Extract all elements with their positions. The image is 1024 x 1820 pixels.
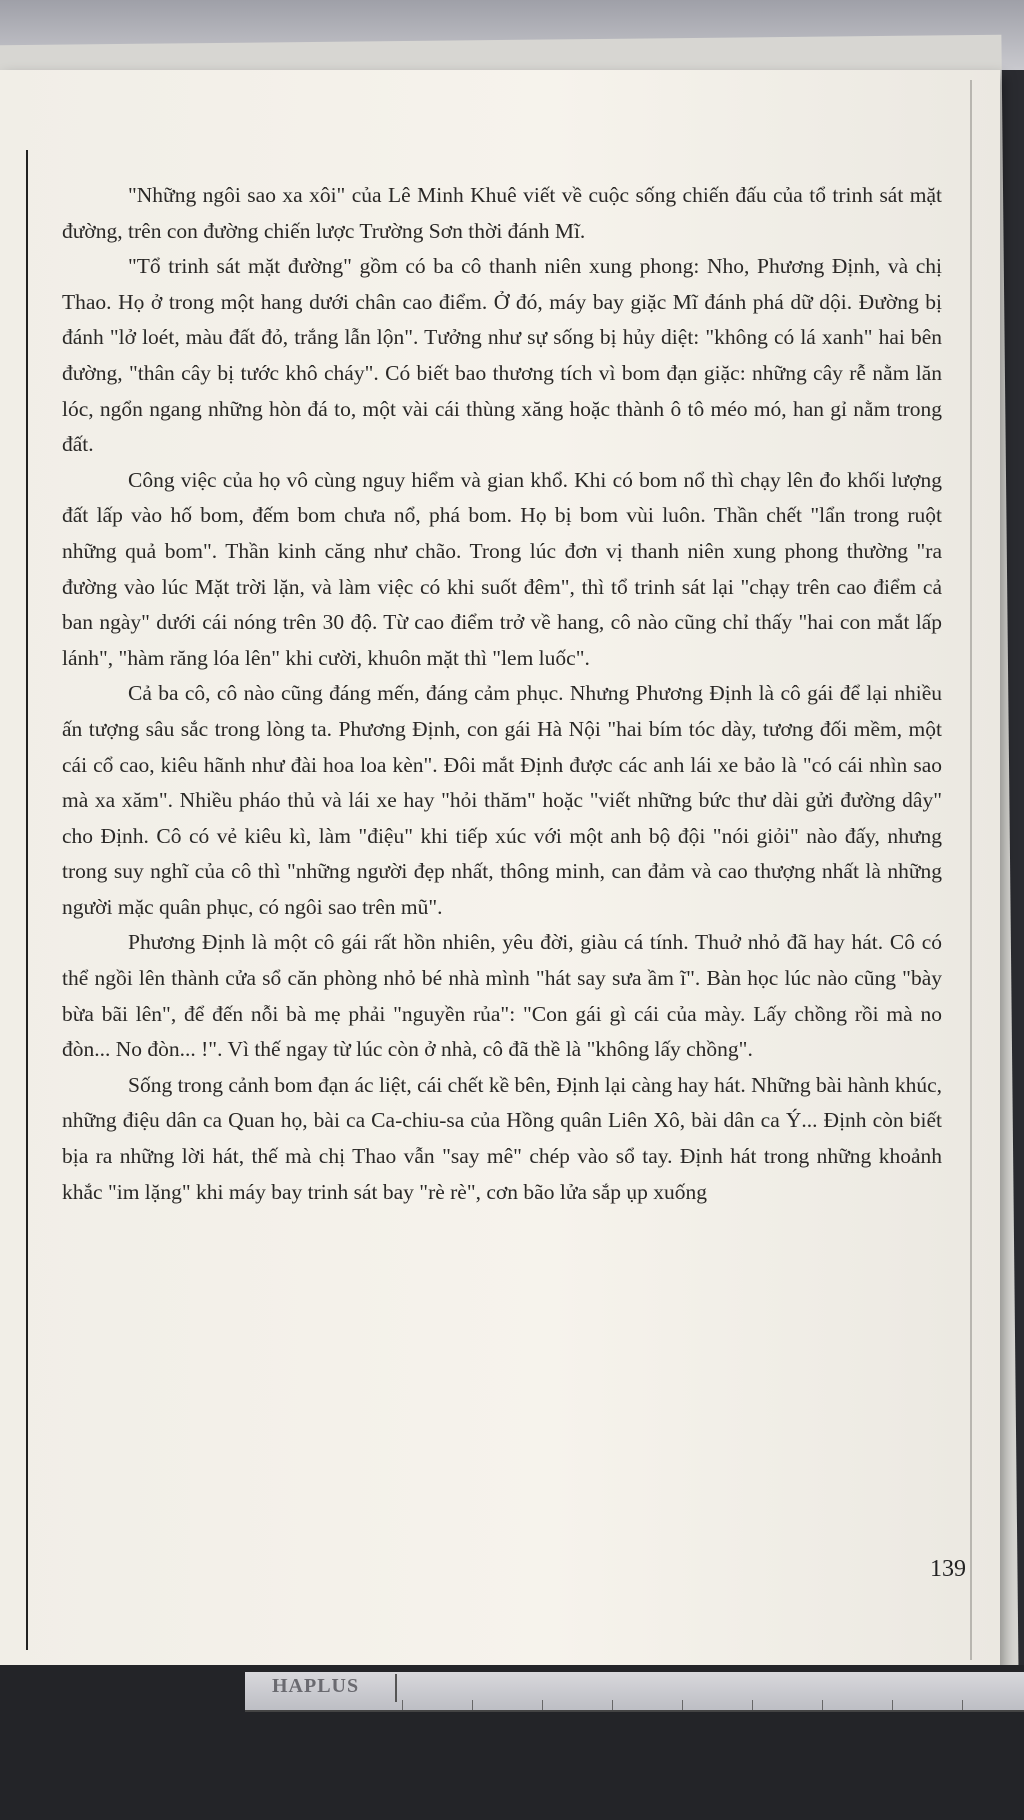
paragraph-3: Công việc của họ vô cùng nguy hiểm và gian khổ. Khi có bom nổ thì chạy lên đo khối lượng đất lấp vào hố bom, đếm bom chưa nổ, phá bom. Họ bị bom vùi luôn. Thần chết "lẩn trong ruột những quả bom". Thần kinh căng như chão. Trong lúc đơn vị thanh niên xung phong thường "ra đường vào lúc Mặt trời lặn, và làm việc có khi suốt đêm", thì tổ trinh sát lại "chạy trên cao điểm cả ban ngày" dưới cái nóng trên 30 độ. Từ cao điểm trở về hang, cô nào cũng chỉ thấy "hai con mắt lấp lánh", "hàm răng lóa lên" khi cười, khuôn mặt thì "lem luốc". [62, 467, 942, 670]
ruler-tick [822, 1700, 823, 1710]
ruler-tick [892, 1700, 893, 1710]
margin-line [26, 150, 28, 1650]
paragraph-2: "Tổ trinh sát mặt đường" gồm có ba cô thanh niên xung phong: Nho, Phương Định, và chị Thao. Họ ở trong một hang dưới chân cao điểm. Ở đó, máy bay giặc Mĩ đánh phá dữ dội. Đường bị đánh "lở loét, màu đất đỏ, trắng lẫn lộn". Tưởng như sự sống bị hủy diệt: "không có lá xanh" hai bên đường, "thân cây bị tước khô cháy". Có biết bao thương tích vì bom đạn giặc: những cây rễ nằm lăn lóc, ngổn ngang những hòn đá to, một vài cái thùng xăng hoặc thành ô tô méo mó, han gỉ nằm trong đất. [62, 254, 942, 457]
ruler-tick [542, 1700, 543, 1710]
page-edge [970, 80, 972, 1660]
ruler-tick [962, 1700, 963, 1710]
paragraph-5: Phương Định là một cô gái rất hồn nhiên, yêu đời, giàu cá tính. Thuở nhỏ đã hay hát. Cô có thể ngồi lên thành cửa sổ căn phòng nhỏ bé nhà mình "hát say sưa ầm ĩ". Bàn học lúc nào cũng "bày bừa bãi lên", để đến nỗi bà mẹ phải "nguyền rủa": "Con gái gì cái của mày. Lấy chồng rồi mà no đòn... No đòn... !". Vì thế ngay từ lúc còn ở nhà, cô đã thề là "không lấy chồng". [62, 930, 942, 1062]
ruler-tick [612, 1700, 613, 1710]
paragraph-4: Cả ba cô, cô nào cũng đáng mến, đáng cảm phục. Nhưng Phương Định là cô gái để lại nhiều ấn tượng sâu sắc trong lòng ta. Phương Định, con gái Hà Nội "hai bím tóc dày, tương đối mềm, một cái cổ cao, kiêu hãnh như đài hoa loa kèn". Đôi mắt Định được các anh lái xe bảo là "có cái nhìn sao mà xa xăm". Nhiều pháo thủ và lái xe hay "hỏi thăm" hoặc "viết những bức thư dài gửi đường dây" cho Định. Cô có vẻ kiêu kì, làm "điệu" khi tiếp xúc với một anh bộ đội "nói giỏi" nào đấy, nhưng trong suy nghĩ của cô thì "những người đẹp nhất, thông minh, can đảm và cao thượng nhất là những người mặc quân phục, có ngôi sao trên mũ". [62, 681, 942, 919]
ruler-label: HAPLUS [272, 1675, 360, 1697]
paragraph-1: "Những ngôi sao xa xôi" của Lê Minh Khuê viết về cuộc sống chiến đấu của tổ trinh sát mặt đường, trên con đường chiến lược Trường Sơn thời đánh Mĩ. [62, 183, 942, 243]
ruler [245, 1672, 1024, 1712]
page-text [62, 178, 942, 1210]
page-number: 139 [930, 1556, 966, 1582]
ruler-tick [402, 1700, 403, 1710]
ruler-divider [395, 1674, 397, 1702]
paragraph-6: Sống trong cảnh bom đạn ác liệt, cái chết kề bên, Định lại càng hay hát. Những bài hành khúc, những điệu dân ca Quan họ, bài ca Ca-chiu-sa của Hồng quân Liên Xô, bài dân ca Ý... Định còn biết bịa ra những lời hát, thế mà chị Thao vẫn "say mê" chép vào sổ tay. Định hát trong những khoảnh khắc "im lặng" khi máy bay trinh sát bay "rè rè", cơn bão lửa sắp ụp xuống [62, 1072, 942, 1204]
ruler-tick [682, 1700, 683, 1710]
ruler-tick [752, 1700, 753, 1710]
ruler-tick [472, 1700, 473, 1710]
